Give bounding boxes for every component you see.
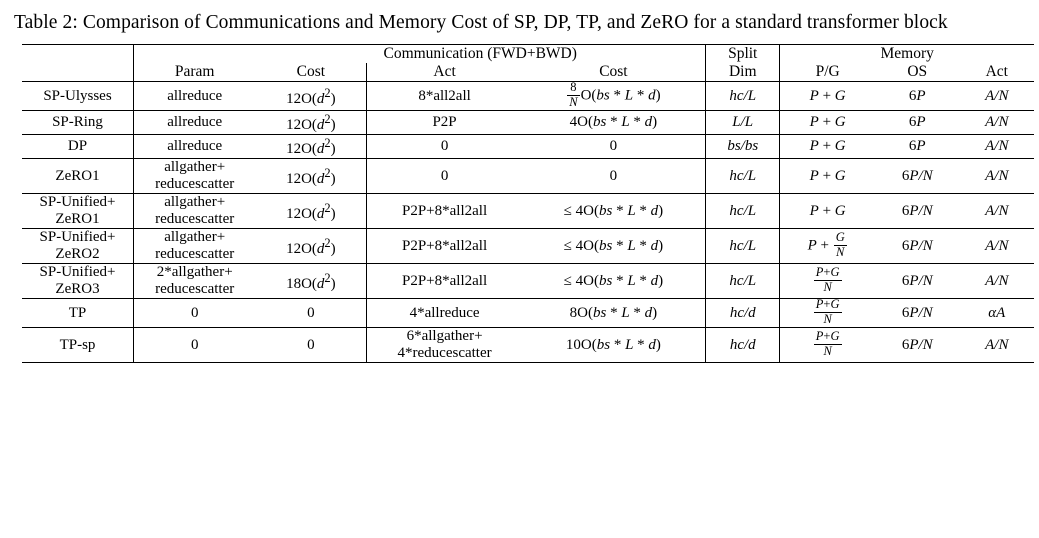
cell-param-line2: reducescatter (155, 176, 235, 192)
row-name: TP (22, 299, 134, 328)
header-cost-1: Cost (296, 63, 326, 80)
table-header-row (22, 63, 1034, 82)
cell-act2: A/N (960, 194, 1034, 229)
cell-act1: P2P (367, 111, 522, 135)
table-row (22, 111, 1034, 135)
cell-cost1: $12O(d^2)$ (255, 111, 367, 135)
cell-cost2: 10O(bs * L * d) (522, 328, 706, 363)
cell-act2: A/N (960, 135, 1034, 159)
cell-pg: P + G (780, 111, 875, 135)
cell-act2: A/N (960, 328, 1034, 363)
header-split-line1: Split (706, 45, 780, 64)
cell-param-line1: allgather+ (164, 159, 226, 175)
table-row (22, 159, 1034, 194)
row-name-line1: SP-Unified+ (39, 229, 116, 245)
cell-param (134, 194, 256, 229)
cell-cost2: ≤ 4O(bs * L * d) (522, 264, 706, 299)
cell-split-dim: hc/L (706, 264, 780, 299)
cell-param: allreduce (134, 111, 256, 135)
cell-cost2: 4O(bs * L * d) (522, 111, 706, 135)
row-name-line2: ZeRO1 (55, 211, 100, 227)
cell-param-line2: reducescatter (155, 246, 235, 262)
cell-param (134, 264, 256, 299)
header-param: Param (134, 63, 256, 82)
row-name (22, 264, 134, 299)
cell-os: 6P/N (875, 194, 960, 229)
table-row (22, 194, 1034, 229)
header-blank-param (134, 45, 256, 64)
cell-pg: P + G (780, 194, 875, 229)
header-memory: Memory (780, 45, 1034, 64)
table-row (22, 82, 1034, 111)
header-os: OS (907, 63, 928, 80)
row-name (22, 229, 134, 264)
cell-act2: A/N (960, 82, 1034, 111)
cell-cost2: ≤ 4O(bs * L * d) (522, 229, 706, 264)
row-name-line2: ZeRO3 (55, 281, 100, 297)
cell-cost1: 0 (255, 328, 367, 363)
row-name: SP-Ring (22, 111, 134, 135)
cell-act2: A/N (960, 159, 1034, 194)
cell-pg: $\frac{P+G}{N}$ (780, 264, 875, 299)
table-row (22, 299, 1034, 328)
header-pg: P/G (780, 63, 875, 82)
cell-act2: αA (960, 299, 1034, 328)
cell-split-dim: L/L (706, 111, 780, 135)
cell-split-dim: hc/L (706, 82, 780, 111)
table-row (22, 135, 1034, 159)
cell-act2: A/N (960, 229, 1034, 264)
cell-act1-line2: 4*reducescatter (397, 345, 492, 361)
header-act-2: Act (985, 63, 1008, 80)
comparison-table (22, 44, 1034, 363)
cell-cost1: 0 (255, 299, 367, 328)
cell-pg: P + $\frac{G}{N}$ (780, 229, 875, 264)
row-name-line1: SP-Unified+ (39, 194, 116, 210)
cell-pg: P + G (780, 159, 875, 194)
cell-split-dim: hc/L (706, 229, 780, 264)
cell-param-line2: reducescatter (155, 281, 235, 297)
cell-os: 6P/N (875, 328, 960, 363)
table-head (22, 45, 1034, 82)
cell-os: 6P (875, 135, 960, 159)
cell-cost1: $12O(d^2)$ (255, 229, 367, 264)
cell-pg: P + G (780, 135, 875, 159)
cell-split-dim: hc/L (706, 194, 780, 229)
row-name: SP-Ulysses (22, 82, 134, 111)
cell-cost1: $12O(d^2)$ (255, 82, 367, 111)
cell-os: 6P/N (875, 299, 960, 328)
cell-act1: P2P+8*all2all (367, 229, 522, 264)
cell-cost1: $12O(d^2)$ (255, 135, 367, 159)
cell-param-line2: reducescatter (155, 211, 235, 227)
cell-act1: P2P+8*all2all (367, 264, 522, 299)
row-name: ZeRO1 (22, 159, 134, 194)
header-cost-2: Cost (599, 63, 628, 80)
cell-act1: 0 (367, 159, 522, 194)
row-name: TP-sp (22, 328, 134, 363)
cell-param (134, 229, 256, 264)
cell-act1: P2P+8*all2all (367, 194, 522, 229)
cell-param: allreduce (134, 82, 256, 111)
cell-param: 0 (134, 299, 256, 328)
row-name (22, 194, 134, 229)
cell-act1: 8*all2all (367, 82, 522, 111)
cell-split-dim: hc/L (706, 159, 780, 194)
cell-act1-line1: 6*allgather+ (406, 328, 483, 344)
header-blank-corner-2 (22, 63, 134, 82)
header-split-line2: Dim (706, 63, 780, 82)
row-name: DP (22, 135, 134, 159)
cell-os: 6P (875, 82, 960, 111)
cell-act2: A/N (960, 264, 1034, 299)
cell-pg: $\frac{P+G}{N}$ (780, 328, 875, 363)
cell-cost1: $18O(d^2)$ (255, 264, 367, 299)
cell-act2: A/N (960, 111, 1034, 135)
cell-param: allreduce (134, 135, 256, 159)
cell-act1: 4*allreduce (367, 299, 522, 328)
cell-cost2: 0 (522, 159, 706, 194)
cell-split-dim: hc/d (706, 299, 780, 328)
table-row (22, 328, 1034, 363)
header-blank-corner (22, 45, 134, 64)
cell-cost1: $12O(d^2)$ (255, 194, 367, 229)
cell-cost2: $\frac{8}{N}$ O(bs * L * d) (522, 82, 706, 111)
cell-os: 6P (875, 111, 960, 135)
table-row (22, 229, 1034, 264)
row-name-line2: ZeRO2 (55, 246, 100, 262)
cell-param-line1: allgather+ (164, 229, 226, 245)
cell-cost2: ≤ 4O(bs * L * d) (522, 194, 706, 229)
cell-cost2: 8O(bs * L * d) (522, 299, 706, 328)
header-act-1: Act (367, 63, 522, 82)
cell-act1 (367, 328, 522, 363)
cell-cost2: 0 (522, 135, 706, 159)
cell-pg: $\frac{P+G}{N}$ (780, 299, 875, 328)
cell-act1: 0 (367, 135, 522, 159)
cell-os: 6P/N (875, 229, 960, 264)
table-caption: Table 2: Comparison of Communications and Memory Cost of SP, DP, TP, and ZeRO for a standard transformer block (14, 12, 948, 33)
cell-param: 0 (134, 328, 256, 363)
row-name-line1: SP-Unified+ (39, 264, 116, 280)
cell-split-dim: hc/d (706, 328, 780, 363)
cell-cost1: $12O(d^2)$ (255, 159, 367, 194)
cell-param-line1: allgather+ (164, 194, 226, 210)
cell-param-line1: 2*allgather+ (156, 264, 233, 280)
table-body (22, 82, 1034, 363)
cell-os: 6P/N (875, 264, 960, 299)
cell-param (134, 159, 256, 194)
header-communication: Communication (FWD+BWD) (255, 45, 705, 64)
cell-split-dim: bs/bs (706, 135, 780, 159)
table-row (22, 264, 1034, 299)
table-header-group-row (22, 45, 1034, 64)
cell-os: 6P/N (875, 159, 960, 194)
cell-pg: P + G (780, 82, 875, 111)
